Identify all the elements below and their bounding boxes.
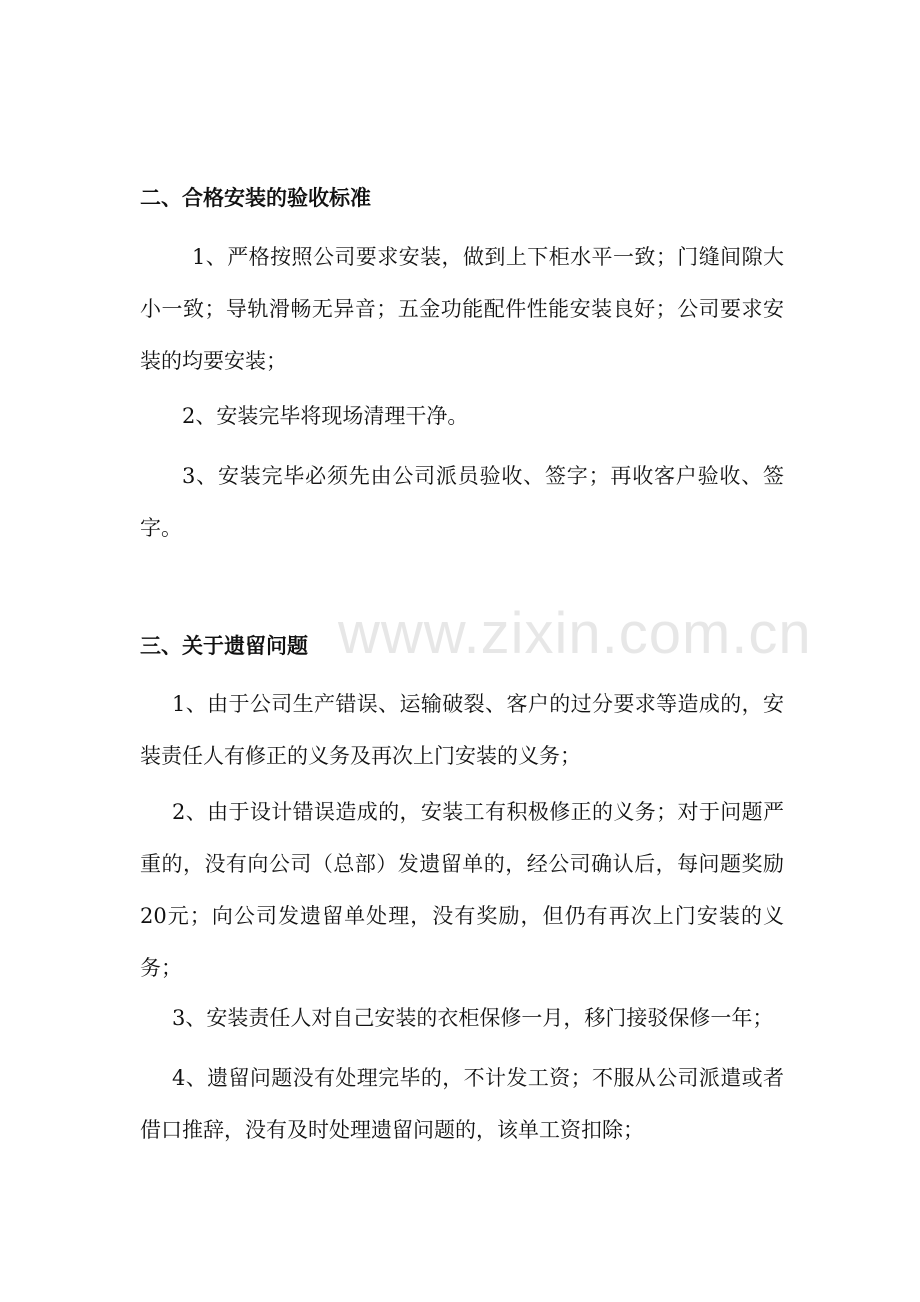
watermark: www.zixin.com.cn [338,601,812,666]
section-2-item-3: 3、安装完毕必须先由公司派员验收、签字；再收客户验收、签字。 [140,464,784,540]
section-3-heading: 三、关于遗留问题 [140,634,308,658]
section-3-item-3: 3、安装责任人对自己安装的衣柜保修一月，移门接驳保修一年； [172,1006,774,1030]
section-3-item-4: 4、遗留问题没有处理完毕的，不计发工资；不服从公司派遣或者借口推辞，没有及时处理遗留问题的，该单工资扣除； [140,1066,784,1142]
section-2-item-1: 1、严格按照公司要求安装，做到上下柜水平一致；门缝间隙大小一致；导轨滑畅无异音；五金功能配件性能安装良好；公司要求安装的均要安装； [140,245,784,373]
section-2-item-2: 2、安装完毕将现场清理干净。 [182,404,469,428]
section-3-item-1: 1、由于公司生产错误、运输破裂、客户的过分要求等造成的，安装责任人有修正的义务及再次上门安装的义务； [140,692,784,768]
section-2-heading: 二、合格安装的验收标准 [140,186,371,210]
section-3-item-2: 2、由于设计错误造成的，安装工有积极修正的义务；对于问题严重的，没有向公司（总部）发遗留单的，经公司确认后，每问题奖励20元；向公司发遗留单处理，没有奖励，但仍有再次上门安装的义务； [140,800,784,980]
